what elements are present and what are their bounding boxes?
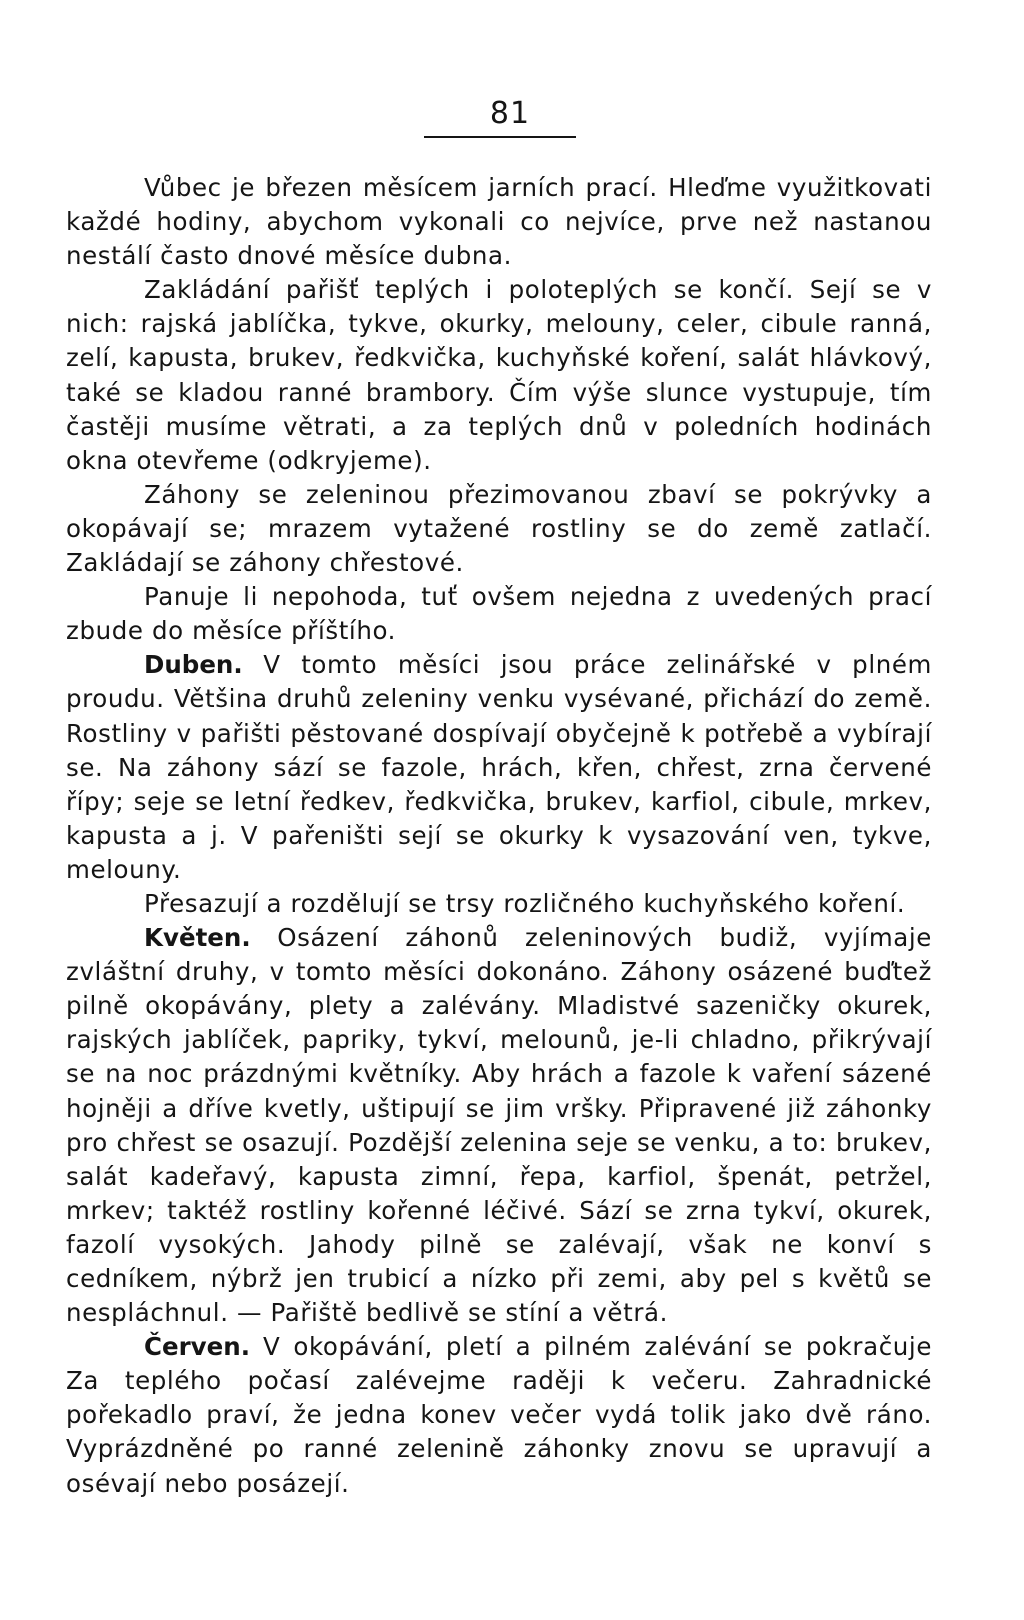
paragraph-march-weather: Panuje li nepohoda, tuť ovšem nejedna z uvedených prací zbude do měsíce příštího. [66, 582, 932, 646]
paragraph-april-herbs: Přesazují a rozdělují se trsy rozličného kuchyňského koření. [144, 888, 906, 918]
may-text: Osázení záhonů zeleninových budiž, vyjímaje zvláštní druhy, v tomto měsíci dokonáno. Záhony osázené buďtež pilně okopávány, plety a zalévány. Mladistvé sazeničky okurek, rajských jablíček, papriky, tykví, melounů, je-li chladno, přikrývají se na noc prázdnými květníky. Aby hrách a fazole k vaření sázené hojněji a dříve kvetly, uštipují se jim vršky. Připravené již záhonky pro chřest se osazují. Pozdější zelenina seje se venku, a to: brukev, salát kadeřavý, kapusta zimní, řepa, karfiol, špenát, petržel, mrkev; taktéž rostliny kořenné léčivé. Sází se zrna tykví, okurek, fazolí vysokých. Jahody pilně se zalévají, však ne konví s cedníkem, nýbrž jen trubicí a nízko při zemi, aby pel s květů se nespláchnul. — Pařiště bedlivě se stíní a větrá. [66, 923, 932, 1328]
paragraph-march-intro: Vůbec je březen měsícem jarních prací. Hleďme využitkovati každé hodiny, abychom vykonali co nejvíce, prve než nastanou nestálí často dnové měsíce dubna. [66, 173, 932, 271]
body-text [66, 171, 932, 1501]
paragraph-june [66, 1330, 932, 1500]
page-number: 81 [489, 96, 531, 131]
june-text: V okopávání, pletí a pilném zalévání se pokračuje Za teplého počasí zalévejme raději k večeru. Zahradnické pořekadlo praví, že jedna konev večer vydá tolik jako dvě ráno. Vyprázdněné po ranné zelenině záhonky znovu se upravují a osévají nebo posázejí. [66, 1332, 932, 1498]
month-heading-june: Červen. [144, 1332, 251, 1362]
paragraph-april [66, 648, 932, 887]
month-heading-april: Duben. [144, 650, 243, 680]
paragraph-march-hotbeds: Zakládání pařišť teplých i poloteplých se končí. Sejí se v nich: rajská jablíčka, tykve, okurky, melouny, celer, cibule ranná, zelí, kapusta, brukev, ředkvička, kuchyňské koření, salát hlávkový, také se kladou ranné brambory. Čím výše slunce vystupuje, tím častěji musíme větrati, a za teplých dnů v poledních hodinách okna otevřeme (odkryjeme). [66, 275, 932, 475]
paragraph-march-beds: Záhony se zeleninou přezimovanou zbaví se pokrývky a okopávají se; mrazem vytažené rostliny se do země zatlačí. Zakládají se záhony chřestové. [66, 479, 932, 578]
month-heading-may: Květen. [144, 923, 251, 953]
paragraph-may [66, 921, 932, 1330]
april-text: V tomto měsíci jsou práce zelinářské v plném proudu. Většina druhů zeleniny venku vysévané, přichází do země. Rostliny v pařišti pěstované dospívají obyčejně k potřebě a vybírají se. Na záhony sází se fazole, hrách, křen, chřest, zrna červené řípy; seje se letní ředkev, ředkvička, brukev, karfiol, cibule, mrkev, kapusta a j. V pařeništi sejí se okurky k vysazování ven, tykve, melouny. [66, 650, 932, 884]
header-rule [424, 136, 576, 138]
